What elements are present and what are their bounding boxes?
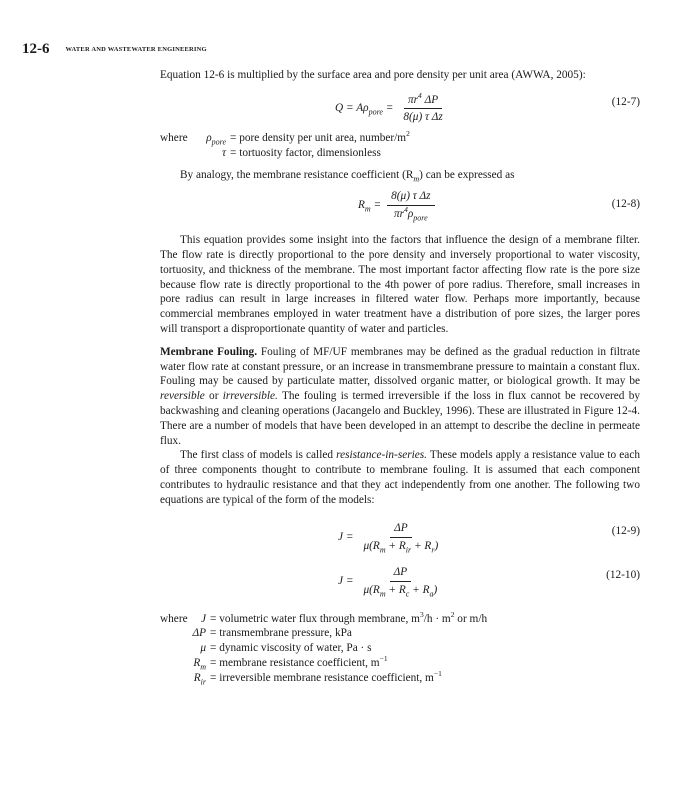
where-2-row: $R_{ir}$ = irreversible membrane resistance coefficient, $m^{-1}$: [193, 668, 442, 686]
eq-12-7-fraction: [399, 90, 446, 126]
eq-12-10-number: (12-10): [606, 568, 640, 581]
eq-12-10-denominator: $\mu(R_m + R_c + R_a)$: [363, 584, 438, 599]
eq-12-7-denominator: 8(μ) τ Δz: [403, 111, 443, 124]
fouling-heading: Membrane Fouling.: [160, 345, 258, 358]
where-1-row: τ = tortuosity factor, dimensionless: [221, 146, 381, 159]
eq-12-8-numerator: 8(μ) τ Δz: [387, 189, 434, 206]
eq-12-7-lhs: $Q = A\rho_{pore}$ =: [335, 102, 394, 117]
eq-12-7-number: (12-7): [611, 95, 640, 108]
intro-paragraph: Equation 12-6 is multiplied by the surface area and pore density per unit area (AWWA, 2005):: [160, 69, 586, 81]
eq-12-7-numerator: $\pi r^4$ ΔP: [404, 93, 442, 110]
eq-12-8-number: (12-8): [611, 198, 640, 211]
models-paragraph: The first class of models is called resistance-in-series. These models apply a resistance value to each of three components thought to contribute to membrane fouling. It is assumed that each component contributes to hydraulic resistance and that they act independently from one another. The following two equations are typical of the form of the models:: [160, 449, 640, 506]
where-2-row: ΔP = transmembrane pressure, kPa: [192, 627, 352, 640]
running-title: WATER AND WASTEWATER ENGINEERING: [65, 46, 207, 53]
eq-12-9-numerator: ΔP: [390, 521, 412, 538]
page-body: [160, 68, 640, 686]
equation-12-10: [160, 560, 640, 604]
analogy-text: By analogy, the membrane resistance coefficient $(R_m)$ can be expressed as: [180, 169, 515, 184]
equation-12-8: [160, 183, 640, 227]
eq-12-10-fraction: [359, 565, 441, 598]
eq-12-10-lhs: J =: [338, 575, 354, 588]
where-block-2: [160, 609, 640, 686]
where-2-row: where J = volumetric water flux through membrane, $m^3/h \cdot m^2$ or m/h: [160, 609, 488, 625]
equation-12-7: [160, 87, 640, 131]
where-1-row: where $\rho_{pore}$ = pore density per unit area, number/$m^2$: [160, 129, 410, 147]
eq-12-8-fraction: [387, 189, 434, 222]
page-number: 12-6: [22, 41, 50, 57]
eq-12-9-fraction: [359, 521, 442, 554]
page-header: [22, 40, 207, 58]
where-2-row: μ = dynamic viscosity of water, Pa · s: [200, 642, 372, 655]
equation-12-9: [160, 516, 640, 560]
eq-12-10-numerator: ΔP: [390, 565, 412, 582]
eq-12-8-denominator: $\pi r^4\rho_{pore}$: [394, 204, 428, 222]
insight-paragraph: This equation provides some insight into the factors that influence the design of a membrane filter. The flow rate is directly proportional to the pore density and inversely proportional to water viscosity, tortuosity, and thickness of the membrane. The most important factor affecting flow rate is the pore size because flow rate is directly proportional to the 4th power of pore radius. Therefore, small increases in pore radius can result in large increases in filtered water flow. Perhaps more importantly, because commercial membranes employed in water treatment have a distribution of pore sizes, the larger pores will transport a disproportionate quantity of water and particles.: [160, 234, 640, 335]
eq-12-9-denominator: $\mu(R_m + R_{ir} + R_r)$: [363, 540, 439, 555]
eq-12-9-number: (12-9): [611, 524, 640, 537]
fouling-paragraph: Membrane Fouling. Fouling of MF/UF membranes may be defined as the gradual reduction in filtrate water flow rate at constant pressure, or an increase in transmembrane pressure to maintain a constant flux. Fouling may be caused by particulate matter, dissolved organic matter, or biological growth. It may be reversible or irreversible. The fouling is termed irreversible if the loss in flux cannot be recovered by backwashing and cleaning operations (Jacangelo and Buckley, 1996). These are illustrated in Figure 12-4. There are a number of models that have been developed in an attempt to describe the decline in permeate flux.: [160, 345, 641, 447]
eq-12-8-lhs: $R_m$ =: [358, 198, 382, 214]
where-2-row: $R_m$ = membrane resistance coefficient, $m^{-1}$: [193, 654, 388, 672]
eq-12-9-lhs: J =: [338, 531, 354, 544]
where-block-1: [160, 131, 640, 161]
